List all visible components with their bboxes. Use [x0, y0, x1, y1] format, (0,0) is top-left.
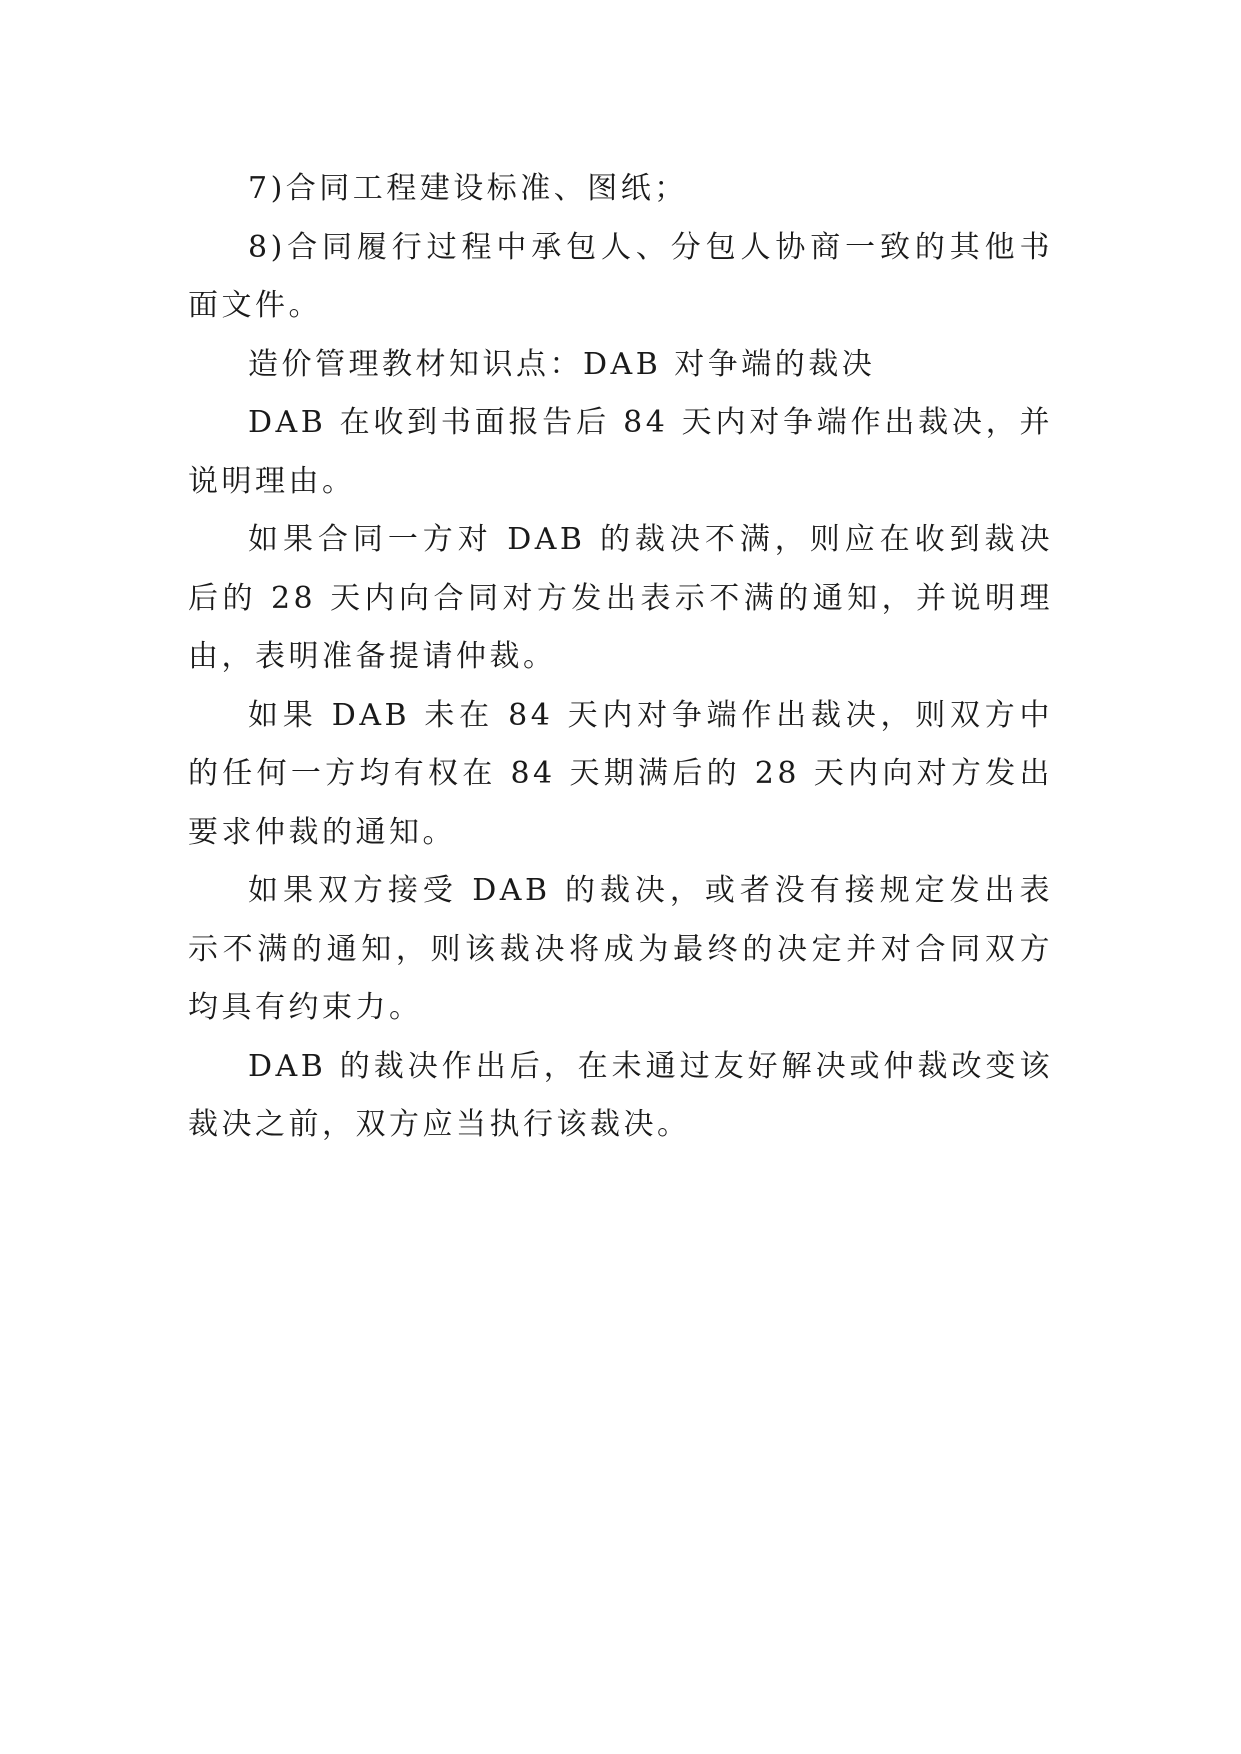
- body-paragraph: 如果 DAB 未在 84 天内对争端作出裁决，则双方中的任何一方均有权在 84 天期满后的 28 天内向对方发出要求仲裁的通知。: [188, 697, 1053, 850]
- document-body: [188, 160, 1053, 1155]
- body-paragraph: DAB 在收到书面报告后 84 天内对争端作出裁决，并说明理由。: [188, 405, 1053, 499]
- section-heading: 造价管理教材知识点：DAB 对争端的裁决: [248, 346, 876, 382]
- list-item-8: 8)合同履行过程中承包人、分包人协商一致的其他书面文件。: [188, 229, 1053, 323]
- body-paragraph: DAB 的裁决作出后，在未通过友好解决或仲裁改变该裁决之前，双方应当执行该裁决。: [188, 1048, 1053, 1142]
- body-paragraph: 如果合同一方对 DAB 的裁决不满，则应在收到裁决后的 28 天内向合同对方发出表示不满的通知，并说明理由，表明准备提请仲裁。: [188, 522, 1053, 674]
- list-item-7: 7)合同工程建设标准、图纸；: [248, 171, 688, 206]
- body-paragraph: 如果双方接受 DAB 的裁决，或者没有接规定发出表示不满的通知，则该裁决将成为最终的决定并对合同双方均具有约束力。: [188, 873, 1053, 1025]
